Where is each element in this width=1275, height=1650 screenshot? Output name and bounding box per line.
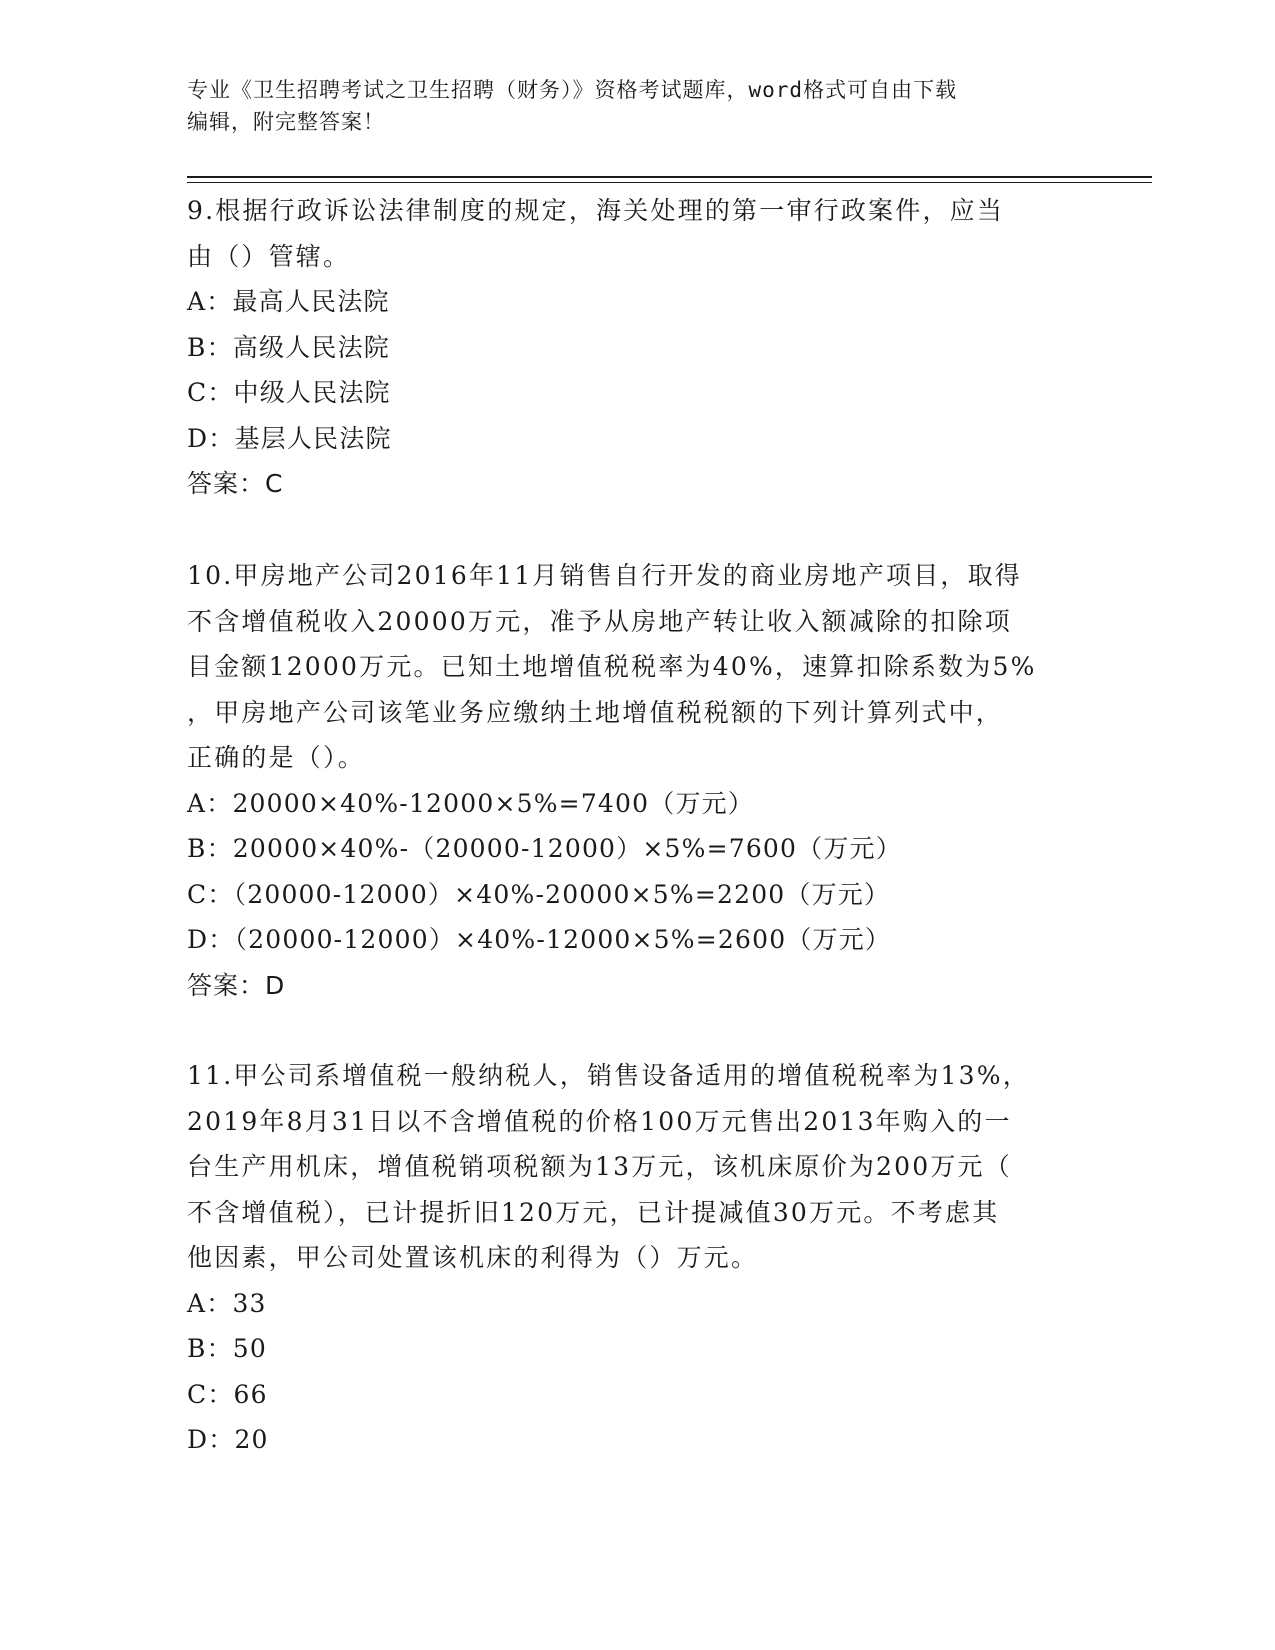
header-line-2: 编辑，附完整答案！	[187, 110, 385, 134]
option-d: D：20	[187, 1425, 269, 1454]
answer-label: 答案：D	[187, 970, 286, 1000]
option-c: C：中级人民法院	[187, 378, 391, 407]
question-stem-line: 9.根据行政诉讼法律制度的规定，海关处理的第一审行政案件，应当	[187, 196, 1005, 225]
question-stem-line: 由（）管辖。	[187, 241, 351, 271]
option-c: C：（20000-12000）×40%-20000×5%=2200（万元）	[187, 879, 891, 909]
option-d: D：基层人民法院	[187, 423, 392, 453]
question-stem-line: 2019年8月31日以不含增值税的价格100万元售出2013年购入的一	[187, 1106, 1012, 1136]
question-10	[187, 553, 1077, 1008]
option-a: A：33	[187, 1288, 267, 1318]
question-stem-line: 11.甲公司系增值税一般纳税人，销售设备适用的增值税税率为13%，	[187, 1061, 1030, 1090]
option-c: C：66	[187, 1379, 268, 1409]
header-line-1: 专业《卫生招聘考试之卫生招聘（财务）》资格考试题库，word格式可自由下载	[187, 78, 958, 102]
question-11	[187, 1053, 1077, 1463]
option-b: B：高级人民法院	[187, 332, 390, 362]
option-b: B：20000×40%-（20000-12000）×5%=7600（万元）	[187, 834, 902, 863]
document-header	[187, 74, 1067, 138]
option-d: D：（20000-12000）×40%-12000×5%=2600（万元）	[187, 925, 892, 954]
question-9	[187, 188, 1077, 507]
option-a: A：20000×40%-12000×5%=7400（万元）	[187, 788, 755, 818]
question-stem-line: 正确的是（）。	[187, 743, 365, 772]
question-stem-line: 他因素，甲公司处置该机床的利得为（）万元。	[187, 1243, 759, 1272]
question-stem-line: 目金额12000万元。已知土地增值税税率为40%，速算扣除系数为5%	[187, 652, 1037, 681]
question-stem-line: 不含增值税收入20000万元，准予从房地产转让收入额减除的扣除项	[187, 606, 1012, 636]
header-divider-thick	[187, 176, 1152, 178]
question-stem-line: 台生产用机床，增值税销项税额为13万元，该机床原价为200万元（	[187, 1152, 1012, 1181]
question-stem-line: 不含增值税），已计提折旧120万元，已计提减值30万元。不考虑其	[187, 1197, 1000, 1227]
question-stem-line: ，甲房地产公司该笔业务应缴纳土地增值税税额的下列计算列式中，	[187, 697, 1004, 727]
option-a: A：最高人民法院	[187, 287, 390, 316]
option-b: B：50	[187, 1334, 267, 1363]
question-stem-line: 10.甲房地产公司2016年11月销售自行开发的商业房地产项目，取得	[187, 561, 1022, 590]
header-divider-thin	[187, 182, 1152, 183]
answer-label: 答案：C	[187, 469, 284, 498]
